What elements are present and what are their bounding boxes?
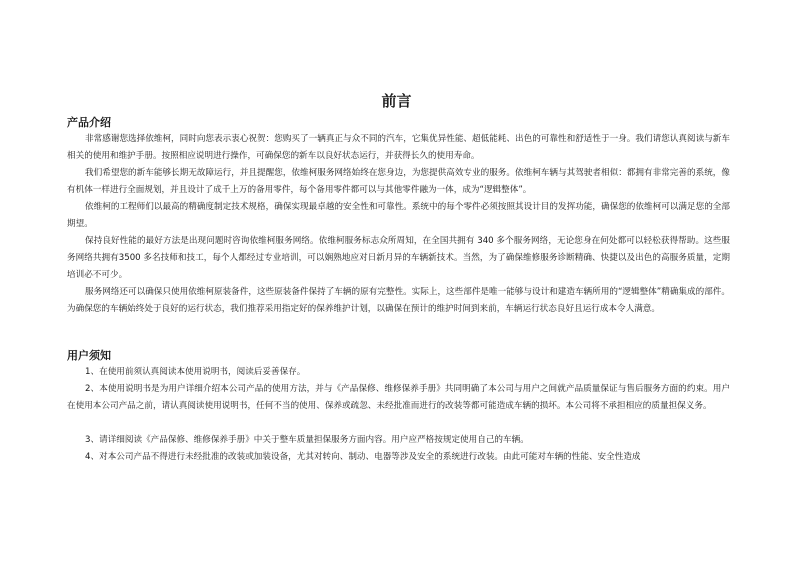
- list-item: 2、本使用说明书是为用户详细介绍本公司产品的使用方法，并与《产品保修、维修保养手册》共同明确了本公司与用户之间就产品质量保证与售后服务方面的约束。用户在使用本公司产品之前，请认真阅读使用说明书，任何不当的使用、保养或疏忽、未经批准而进行的改装等都可能造成车辆的损坏。本公司将不承担相应的质量担保义务。: [67, 384, 730, 411]
- paragraph: 服务网络还可以确保只使用依维柯原装备件，这些原装备件保持了车辆的原有完整性。实际上，这些部件是唯一能够与设计和建造车辆所用的“逻辑整体”精确集成的部件。为确保您的车辆始终处于良好的运行状态，我们推荐采用指定好的保养维护计划，以确保在预计的维护时间到来前，车辆运行状态良好且运行成本令人满意。: [67, 287, 730, 314]
- paragraph: 我们希望您的新车能够长期无故障运行，并且提醒您，依维柯服务网络始终在您身边，为您提供高效专业的服务。依维柯车辆与其驾驶者相似：都拥有非常完善的系统，像有机体一样进行全面规划，并且设计了成千上万的备用零件，每个备用零件都可以与其他零件融为一体，成为“逻辑整体”。: [67, 168, 730, 195]
- list-item: 4、对本公司产品不得进行未经批准的改装或加装设备，尤其对转向、制动、电器等涉及安全的系统进行改装。由此可能对车辆的性能、安全性造成: [85, 452, 641, 462]
- paragraph: 保持良好性能的最好方法是出现问题时咨询依维柯服务网络。依维柯服务标志众所周知，在全国共拥有 340 多个服务网络，无论您身在何处都可以轻松获得帮助。这些服务网络共拥有3500 多名技师和技工，每个人都经过专业培训，可以娴熟地应对日新月异的车辆新技术。当然，为了确保维修服务诊断精确、快捷以及出色的高服务质量，定期培训必不可少。: [67, 236, 730, 280]
- section-heading-user-notice: 用户须知: [67, 349, 111, 362]
- list-item: 3、请详细阅读《产品保修、维修保养手册》中关于整车质量担保服务方面内容。用户应严格按规定使用自己的车辆。: [85, 435, 529, 445]
- page-title: 前言: [381, 92, 412, 110]
- section-heading-product-intro: 产品介绍: [67, 116, 111, 129]
- paragraph: 非常感谢您选择依维柯，同时向您表示衷心祝贺：您购买了一辆真正与众不同的汽车，它集优异性能、超低能耗、出色的可靠性和舒适性于一身。我们请您认真阅读与新车相关的使用和维护手册。按照相应说明进行操作，可确保您的新车以良好状态运行，并获得长久的使用寿命。: [67, 134, 730, 161]
- paragraph: 依维柯的工程师们以最高的精确度制定技术规格，确保实现最卓越的安全性和可靠性。系统中的每个零件必须按照其设计目的发挥功能，确保您的依维柯可以满足您的全部期望。: [67, 202, 730, 229]
- list-item: 1、在使用前须认真阅读本使用说明书，阅读后妥善保存。: [85, 367, 306, 377]
